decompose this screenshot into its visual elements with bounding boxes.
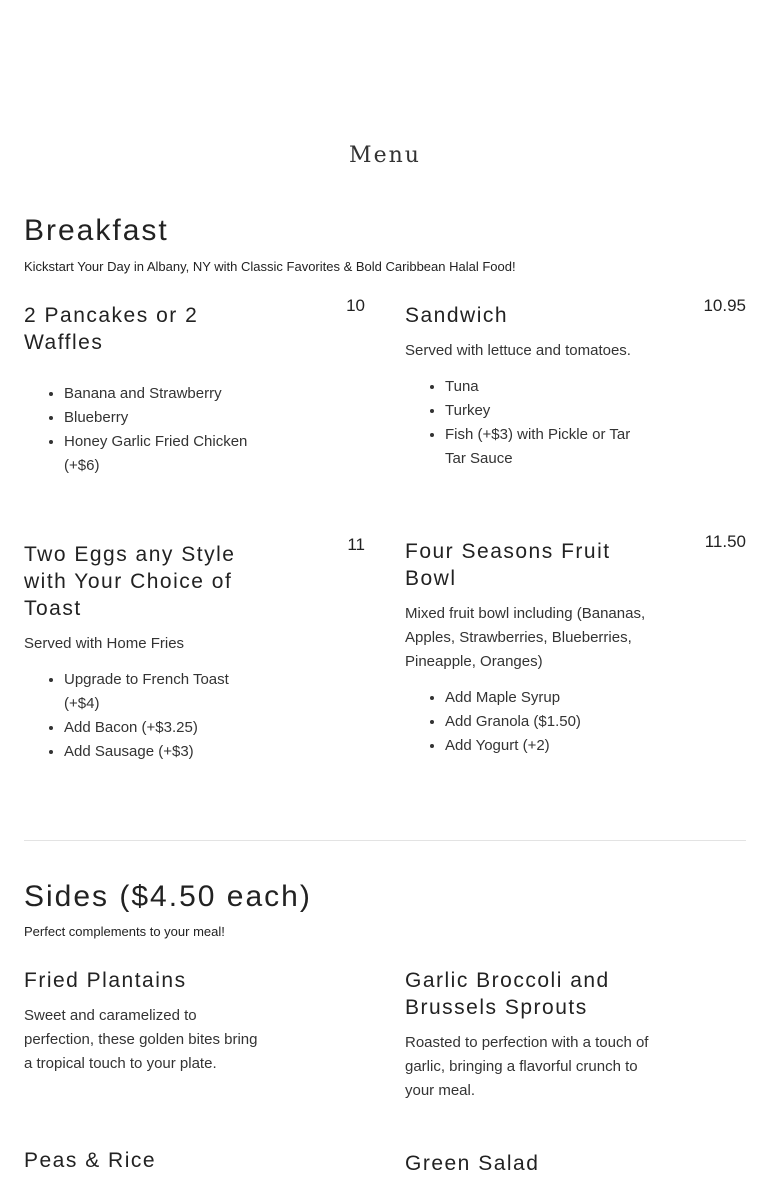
sides-section-subtitle: Perfect complements to your meal! <box>24 924 225 939</box>
menu-item-name: Four Seasons Fruit Bowl <box>405 540 611 590</box>
menu-item-price: 10 <box>346 296 365 315</box>
side-item-peas-rice <box>24 1147 365 1174</box>
menu-item-name: 2 Pancakes or 2 Waffles <box>24 304 199 354</box>
side-item-green-salad <box>405 1150 746 1177</box>
menu-item-price: 11.50 <box>704 532 746 551</box>
menu-item-description: Served with lettuce and tomatoes. <box>405 342 631 359</box>
option-item: • Add Sausage (+$3) <box>64 740 264 764</box>
side-item-description: Roasted to perfection with a touch of garlic, bringing a flavorful crunch to your meal. <box>405 1034 649 1099</box>
section-divider <box>24 840 746 841</box>
breakfast-section-title: Breakfast <box>24 214 169 247</box>
side-item-name: Garlic Broccoli and Brussels Sprouts <box>405 969 610 1019</box>
side-item-garlic-broccoli <box>405 967 746 1103</box>
menu-item-options <box>24 668 264 764</box>
menu-item-price: 10.95 <box>703 296 746 315</box>
menu-item-two-eggs <box>24 535 365 764</box>
option-item: • Turkey <box>445 399 645 423</box>
menu-item-description: Mixed fruit bowl including (Bananas, Apples, Strawberries, Blueberries, Pineapple, Oranges) <box>405 605 646 670</box>
option-item: • Add Yogurt (+2) <box>445 734 645 758</box>
breakfast-section-subtitle: Kickstart Your Day in Albany, NY with Classic Favorites & Bold Caribbean Halal Food! <box>24 259 516 274</box>
menu-item-description: Served with Home Fries <box>24 635 185 652</box>
side-item-name: Green Salad <box>405 1152 540 1175</box>
option-item: • Honey Garlic Fried Chicken (+$6) <box>64 430 264 478</box>
option-item: • Tuna <box>445 375 645 399</box>
option-item: • Add Granola ($1.50) <box>445 710 645 734</box>
page-title: Menu <box>349 143 421 168</box>
menu-item-options <box>405 686 645 758</box>
side-item-name: Fried Plantains <box>24 969 187 992</box>
menu-item-name: Two Eggs any Style with Your Choice of Toast <box>24 543 236 620</box>
sides-section-title: Sides ($4.50 each) <box>24 880 312 913</box>
option-item: • Upgrade to French Toast (+$4) <box>64 668 264 716</box>
menu-item-name: Sandwich <box>405 304 509 327</box>
menu-item-options <box>405 375 645 471</box>
menu-item-price: 11 <box>347 535 365 554</box>
option-item: • Banana and Strawberry <box>64 382 264 406</box>
side-item-description: Sweet and caramelized to perfection, these golden bites bring a tropical touch to your plate. <box>24 1007 258 1072</box>
menu-item-sandwich <box>405 296 746 471</box>
option-item: • Add Maple Syrup <box>445 686 645 710</box>
menu-item-fruit-bowl <box>405 532 746 758</box>
option-item: • Blueberry <box>64 406 264 430</box>
option-item: • Add Bacon (+$3.25) <box>64 716 264 740</box>
menu-item-options <box>24 382 264 478</box>
side-item-fried-plantains <box>24 967 365 1076</box>
side-item-name: Peas & Rice <box>24 1149 157 1172</box>
option-item: • Fish (+$3) with Pickle or Tar Tar Sauce <box>445 423 645 471</box>
menu-item-pancakes <box>24 296 365 478</box>
